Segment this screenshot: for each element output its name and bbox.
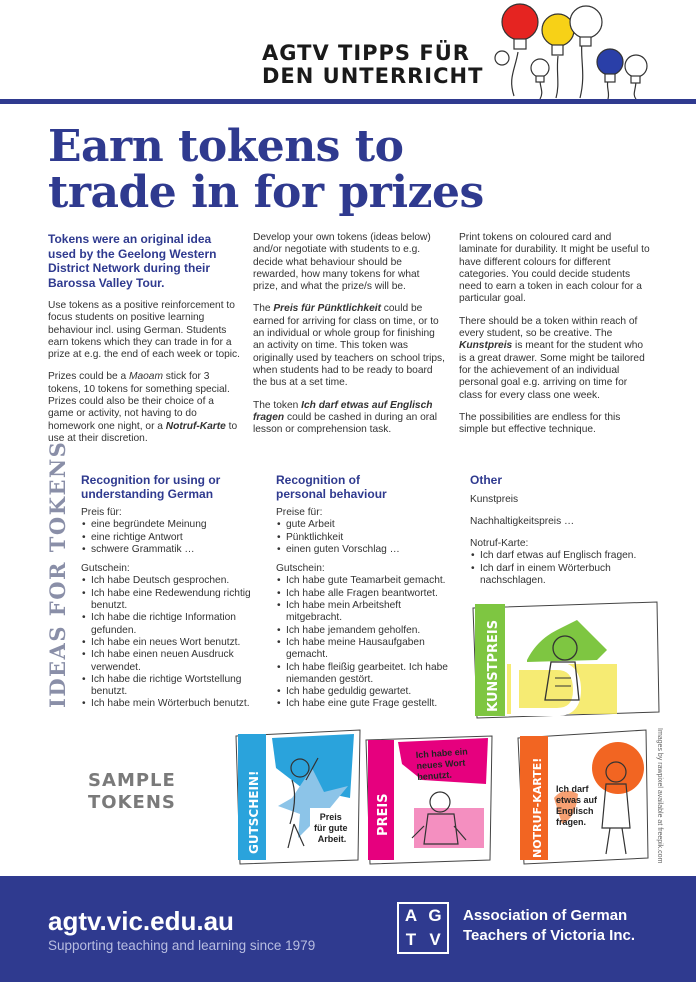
gutschein-token-line: Preis: [319, 812, 342, 822]
text-run: The: [253, 303, 274, 315]
intro-paragraph: [459, 316, 652, 402]
sample-label-line: SAMPLE: [88, 770, 176, 791]
list-item: • Ich habe alle Fragen beantwortet.: [276, 588, 456, 600]
preis-list: [81, 519, 261, 556]
text-run: to use at their discretion.: [48, 420, 238, 444]
ideas-german-title: [81, 474, 261, 501]
page-title: [48, 121, 648, 218]
text-run: could be cashed in during an oral lesson or comprehension task.: [253, 411, 438, 436]
gutschein-list: [276, 575, 456, 710]
ideas-other-title: Other: [470, 473, 503, 487]
list-item: • Ich habe mein Arbeitsheft mitgebracht.: [276, 600, 456, 625]
text-run-italic: Maoam: [128, 371, 163, 383]
list-item: • Ich habe die richtige Information gefunden.: [81, 612, 261, 637]
brand-title-line1: AGTV TIPPS FÜR: [262, 41, 470, 65]
preis-heading: Preise für:: [276, 507, 323, 518]
intro-paragraph: Use tokens as a positive reinforcement to focus students on positive learning behaviour incl. using German. Students earn tokens which they can trade in for a prize at e.g. the end of each week or topic.: [48, 300, 240, 361]
kunstpreis-token-title: KUNSTPREIS: [486, 619, 501, 712]
list-item: • schwere Grammatik …: [81, 544, 261, 556]
list-item: • Ich habe ein neues Wort benutzt.: [81, 637, 261, 649]
nachhaltigkeit-item: Nachhaltigkeitspreis …: [470, 515, 575, 527]
intro-paragraph: [253, 400, 446, 437]
association-name-line: Association of German: [463, 907, 628, 924]
lightbulbs-illustration: [490, 0, 696, 100]
notruf-karte-token: [514, 728, 652, 866]
preis-token-line: Ich habe ein: [415, 746, 469, 760]
list-item: • Ich habe einen neuen Ausdruck verwendet.: [81, 649, 261, 674]
list-item: • Ich habe die richtige Wortstellung benutzt.: [81, 674, 261, 699]
intro-paragraph: Develop your own tokens (ideas below) and/or negotiate with students to e.g. decide what behaviour should be rewarded, how many tokens for what prize, and what the prize/s will be.: [253, 232, 431, 293]
list-item: • Ich habe eine Redewendung richtig benutzt.: [81, 588, 261, 613]
list-item: • gute Arbeit: [276, 519, 456, 531]
sample-tokens-label: [88, 770, 176, 814]
text-run: is meant for the student who is a great drawer. Some might be tailored for the achievement of an individual personal goal e.g. arriving on time for class for every class one week.: [459, 340, 645, 401]
intro-lead: Tokens were an original idea used by the Geelong Western District Network during their Barossa Valley Tour.: [48, 232, 217, 290]
list-item: • Ich habe eine gute Frage gestellt.: [276, 698, 456, 710]
preis-token-title: PREIS: [376, 793, 391, 836]
list-item: • Ich habe geduldig gewartet.: [276, 686, 456, 698]
intro-paragraph: The possibilities are endless for this simple but effective technique.: [459, 411, 621, 436]
list-item: • eine begründete Meinung: [81, 519, 261, 531]
list-item: • Ich darf etwas auf Englisch fragen.: [470, 550, 670, 562]
preis-token-line: benutzt.: [416, 769, 453, 782]
preis-heading: Preis für:: [81, 507, 122, 518]
notruf-token-line: fragen.: [556, 817, 587, 827]
text-run-bold-italic: Notruf-Karte: [165, 420, 226, 432]
preis-list: [276, 519, 456, 556]
logo-letter: V: [423, 928, 447, 952]
ideas-german-column: [81, 474, 261, 718]
notruf-token-line: etwas auf: [556, 795, 598, 805]
title-line: understanding German: [81, 486, 214, 501]
intro-paragraph: [48, 371, 241, 445]
intro-column-1: [48, 232, 241, 455]
list-item: • eine richtige Antwort: [81, 532, 261, 544]
agtv-logo: [397, 902, 449, 954]
gutschein-heading: Gutschein:: [276, 563, 325, 575]
logo-letter: A: [399, 904, 423, 928]
kunstpreis-token: [467, 600, 663, 720]
notruf-karte-token-title: NOTRUF-KARTE!: [531, 757, 544, 858]
list-item: • Ich habe meine Hausaufgaben gemacht.: [276, 637, 456, 662]
text-run-bold-italic: Preis für Pünktlichkeit: [273, 303, 381, 315]
logo-letter: T: [399, 928, 423, 952]
list-item: • Ich habe jemandem geholfen.: [276, 625, 456, 637]
title-line: Recognition of: [276, 473, 360, 487]
ideas-side-label: IDEAS FOR TOKENS: [45, 440, 70, 708]
ideas-other-column: [470, 474, 670, 594]
notruf-list: [470, 550, 670, 587]
association-name-line: Teachers of Victoria Inc.: [463, 927, 636, 944]
intro-paragraph: Print tokens on coloured card and laminate for durability. It might be useful to have different colours for different categories. You could decide students need to earn a token in each colour for a particular goal.: [459, 232, 650, 305]
intro-column-2: [253, 232, 446, 446]
list-item: • Ich habe Deutsch gesprochen.: [81, 575, 261, 587]
notruf-token-line: Ich darf: [556, 784, 589, 794]
title-line: Recognition for using or: [81, 473, 221, 487]
intro-column-3: [459, 232, 652, 446]
association-name: [463, 906, 635, 946]
text-run: The token: [253, 399, 302, 411]
ideas-behaviour-column: [276, 474, 456, 718]
notruf-heading: Notruf-Karte:: [470, 538, 529, 550]
list-item: • Ich habe mein Wörterbuch benutzt.: [81, 698, 261, 710]
gutschein-list: [81, 575, 261, 710]
list-item: • einen guten Vorschlag …: [276, 544, 456, 556]
gutschein-token-line: Arbeit.: [317, 834, 347, 844]
text-run: Prizes could be a: [48, 371, 129, 383]
kunstpreis-item: Kunstpreis: [470, 493, 519, 505]
preis-token: [362, 734, 496, 866]
sample-label-line: TOKENS: [88, 792, 176, 813]
title-line: personal behaviour: [276, 486, 387, 501]
text-run: stick for 3 tokens, 10 tokens for something special. Prizes could also be their choice of a game or activity, not having to do homework one night, or a: [48, 371, 230, 432]
top-divider: [0, 99, 696, 104]
preis-token-line: neues Wort: [416, 757, 466, 771]
list-item: • Pünktlichkeit: [276, 532, 456, 544]
list-item: • Ich habe gute Teamarbeit gemacht.: [276, 575, 456, 587]
brand-title-line2: DEN UNTERRICHT: [262, 64, 484, 88]
ideas-behaviour-title: [276, 474, 456, 501]
gutschein-token: [232, 728, 364, 866]
intro-paragraph: [253, 303, 446, 389]
text-run: There should be a token within reach of every student, so be creative. The: [459, 315, 638, 340]
text-run: could be earned for arriving for class on time, or to an individual or whole group for finishing an activity on time. This token was originally used by teachers on school trips, when students had to be ready to board the bus at a set time.: [253, 303, 445, 389]
image-credit: Images by rawpixel available at freepik.com: [656, 728, 663, 864]
text-run-bold-italic: Kunstpreis: [459, 340, 513, 352]
gutschein-token-line: für gute: [313, 823, 348, 833]
page-title-line2: trade in for prizes: [48, 167, 484, 218]
notruf-token-line: Englisch: [556, 806, 594, 816]
list-item: • Ich darf in einem Wörterbuch nachschlagen.: [470, 563, 670, 588]
logo-letter: G: [423, 904, 447, 928]
gutschein-heading: Gutschein:: [81, 563, 130, 575]
list-item: • Ich habe fleißig gearbeitet. Ich habe niemanden gestört.: [276, 662, 456, 687]
page-title-line1: Earn tokens to: [48, 121, 404, 172]
footer-url-link[interactable]: agtv.vic.edu.au: [48, 906, 234, 936]
text-run-bold-italic: Ich darf etwas auf Englisch fragen: [253, 399, 433, 423]
footer-tagline: Supporting teaching and learning since 1979: [48, 938, 316, 953]
gutschein-token-title: GUTSCHEIN!: [247, 770, 261, 854]
brand-title: [262, 42, 492, 88]
